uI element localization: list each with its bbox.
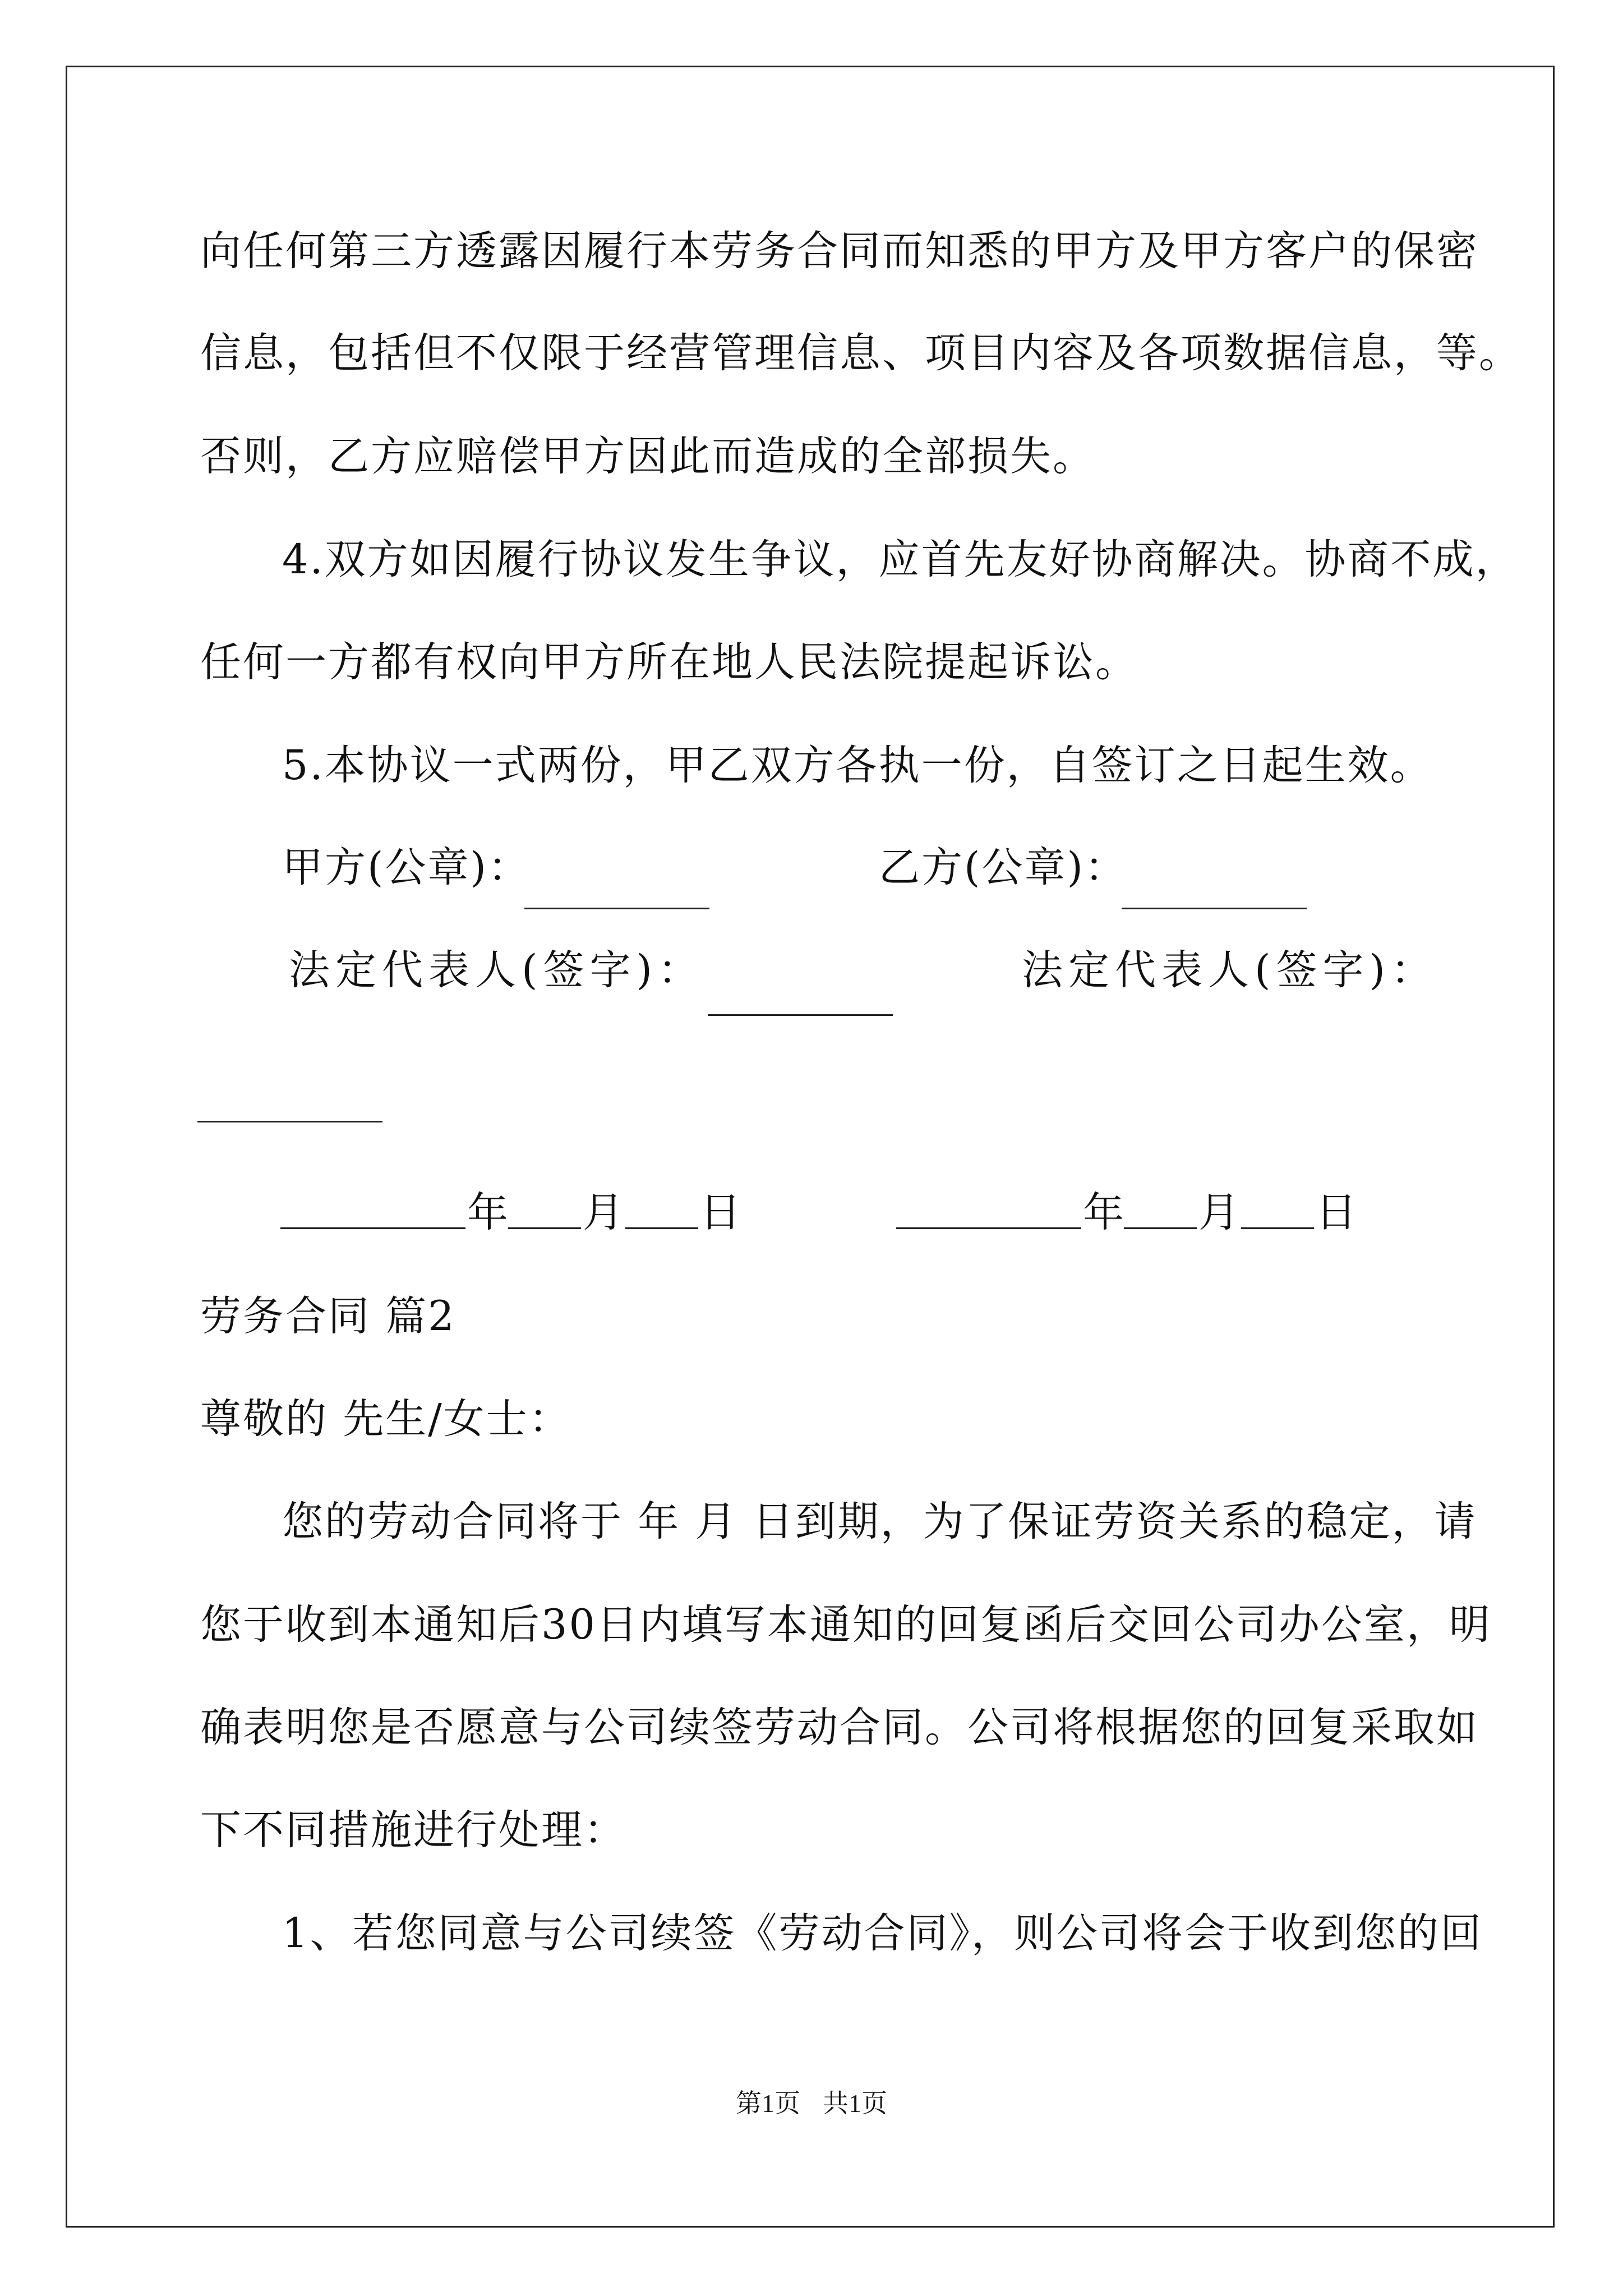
party-b-day-label: 日 — [1316, 1189, 1358, 1236]
page-total: 共1页 — [823, 2089, 887, 2118]
party-a-month-blank — [508, 1227, 581, 1229]
paragraph-1-line-3: 否则，乙方应赔偿甲方因此而造成的全部损失。 — [200, 432, 1095, 480]
notice-line-3: 确表明您是否愿意与公司续签劳动合同。公司将根据您的回复采取如 — [200, 1704, 1479, 1751]
page-footer — [0, 2087, 1623, 2120]
party-a-year-blank — [280, 1227, 465, 1229]
party-a-seal-blank — [524, 908, 709, 909]
paragraph-1-line-1: 向任何第三方透露因履行本劳务合同而知悉的甲方及甲方客户的保密 — [200, 227, 1479, 275]
page-current: 第1页 — [736, 2089, 800, 2118]
party-a-year-label: 年 — [467, 1189, 510, 1236]
notice-line-2: 您于收到本通知后30日内填写本通知的回复函后交回公司办公室，明 — [200, 1601, 1492, 1649]
party-b-day-blank — [1241, 1227, 1314, 1229]
party-b-month-label: 月 — [1198, 1189, 1241, 1236]
party-b-year-label: 年 — [1083, 1189, 1126, 1236]
party-a-month-label: 月 — [583, 1189, 625, 1236]
party-a-rep-blank — [708, 1014, 893, 1016]
notice-line-4: 下不同措施进行处理： — [200, 1806, 626, 1854]
clause-5: 5.本协议一式两份，甲乙双方各执一份，自签订之日起生效。 — [282, 742, 1433, 789]
section-2-title: 劳务合同 篇2 — [200, 1292, 456, 1340]
party-b-seal-blank — [1122, 908, 1307, 909]
clause-4-line-1: 4.双方如因履行协议发生争议，应首先友好协商解决。协商不成， — [282, 536, 1518, 583]
party-a-day-blank — [625, 1227, 698, 1229]
party-b-rep-label: 法定代表人(签字)： — [1022, 946, 1437, 994]
party-b-month-blank — [1124, 1227, 1197, 1229]
item-1: 1、若您同意与公司续签《劳动合同》，则公司将会于收到您的回 — [282, 1910, 1483, 1957]
page-border — [66, 66, 1555, 2228]
party-a-rep-label: 法定代表人(签字)： — [289, 946, 704, 994]
party-b-rep-blank — [197, 1121, 382, 1122]
party-a-day-label: 日 — [700, 1189, 743, 1236]
notice-line-1: 您的劳动合同将于 年 月 日到期，为了保证劳资关系的稳定，请 — [282, 1498, 1477, 1545]
party-b-seal-label: 乙方(公章)： — [879, 844, 1127, 891]
salutation: 尊敬的 先生/女士： — [200, 1395, 571, 1443]
paragraph-1-line-2: 信息，包括但不仅限于经营管理信息、项目内容及各项数据信息，等。 — [200, 329, 1521, 377]
clause-4-line-2: 任何一方都有权向甲方所在地人民法院提起诉讼。 — [200, 638, 1138, 686]
party-a-seal-label: 甲方(公章)： — [282, 844, 531, 891]
party-b-year-blank — [896, 1227, 1081, 1229]
